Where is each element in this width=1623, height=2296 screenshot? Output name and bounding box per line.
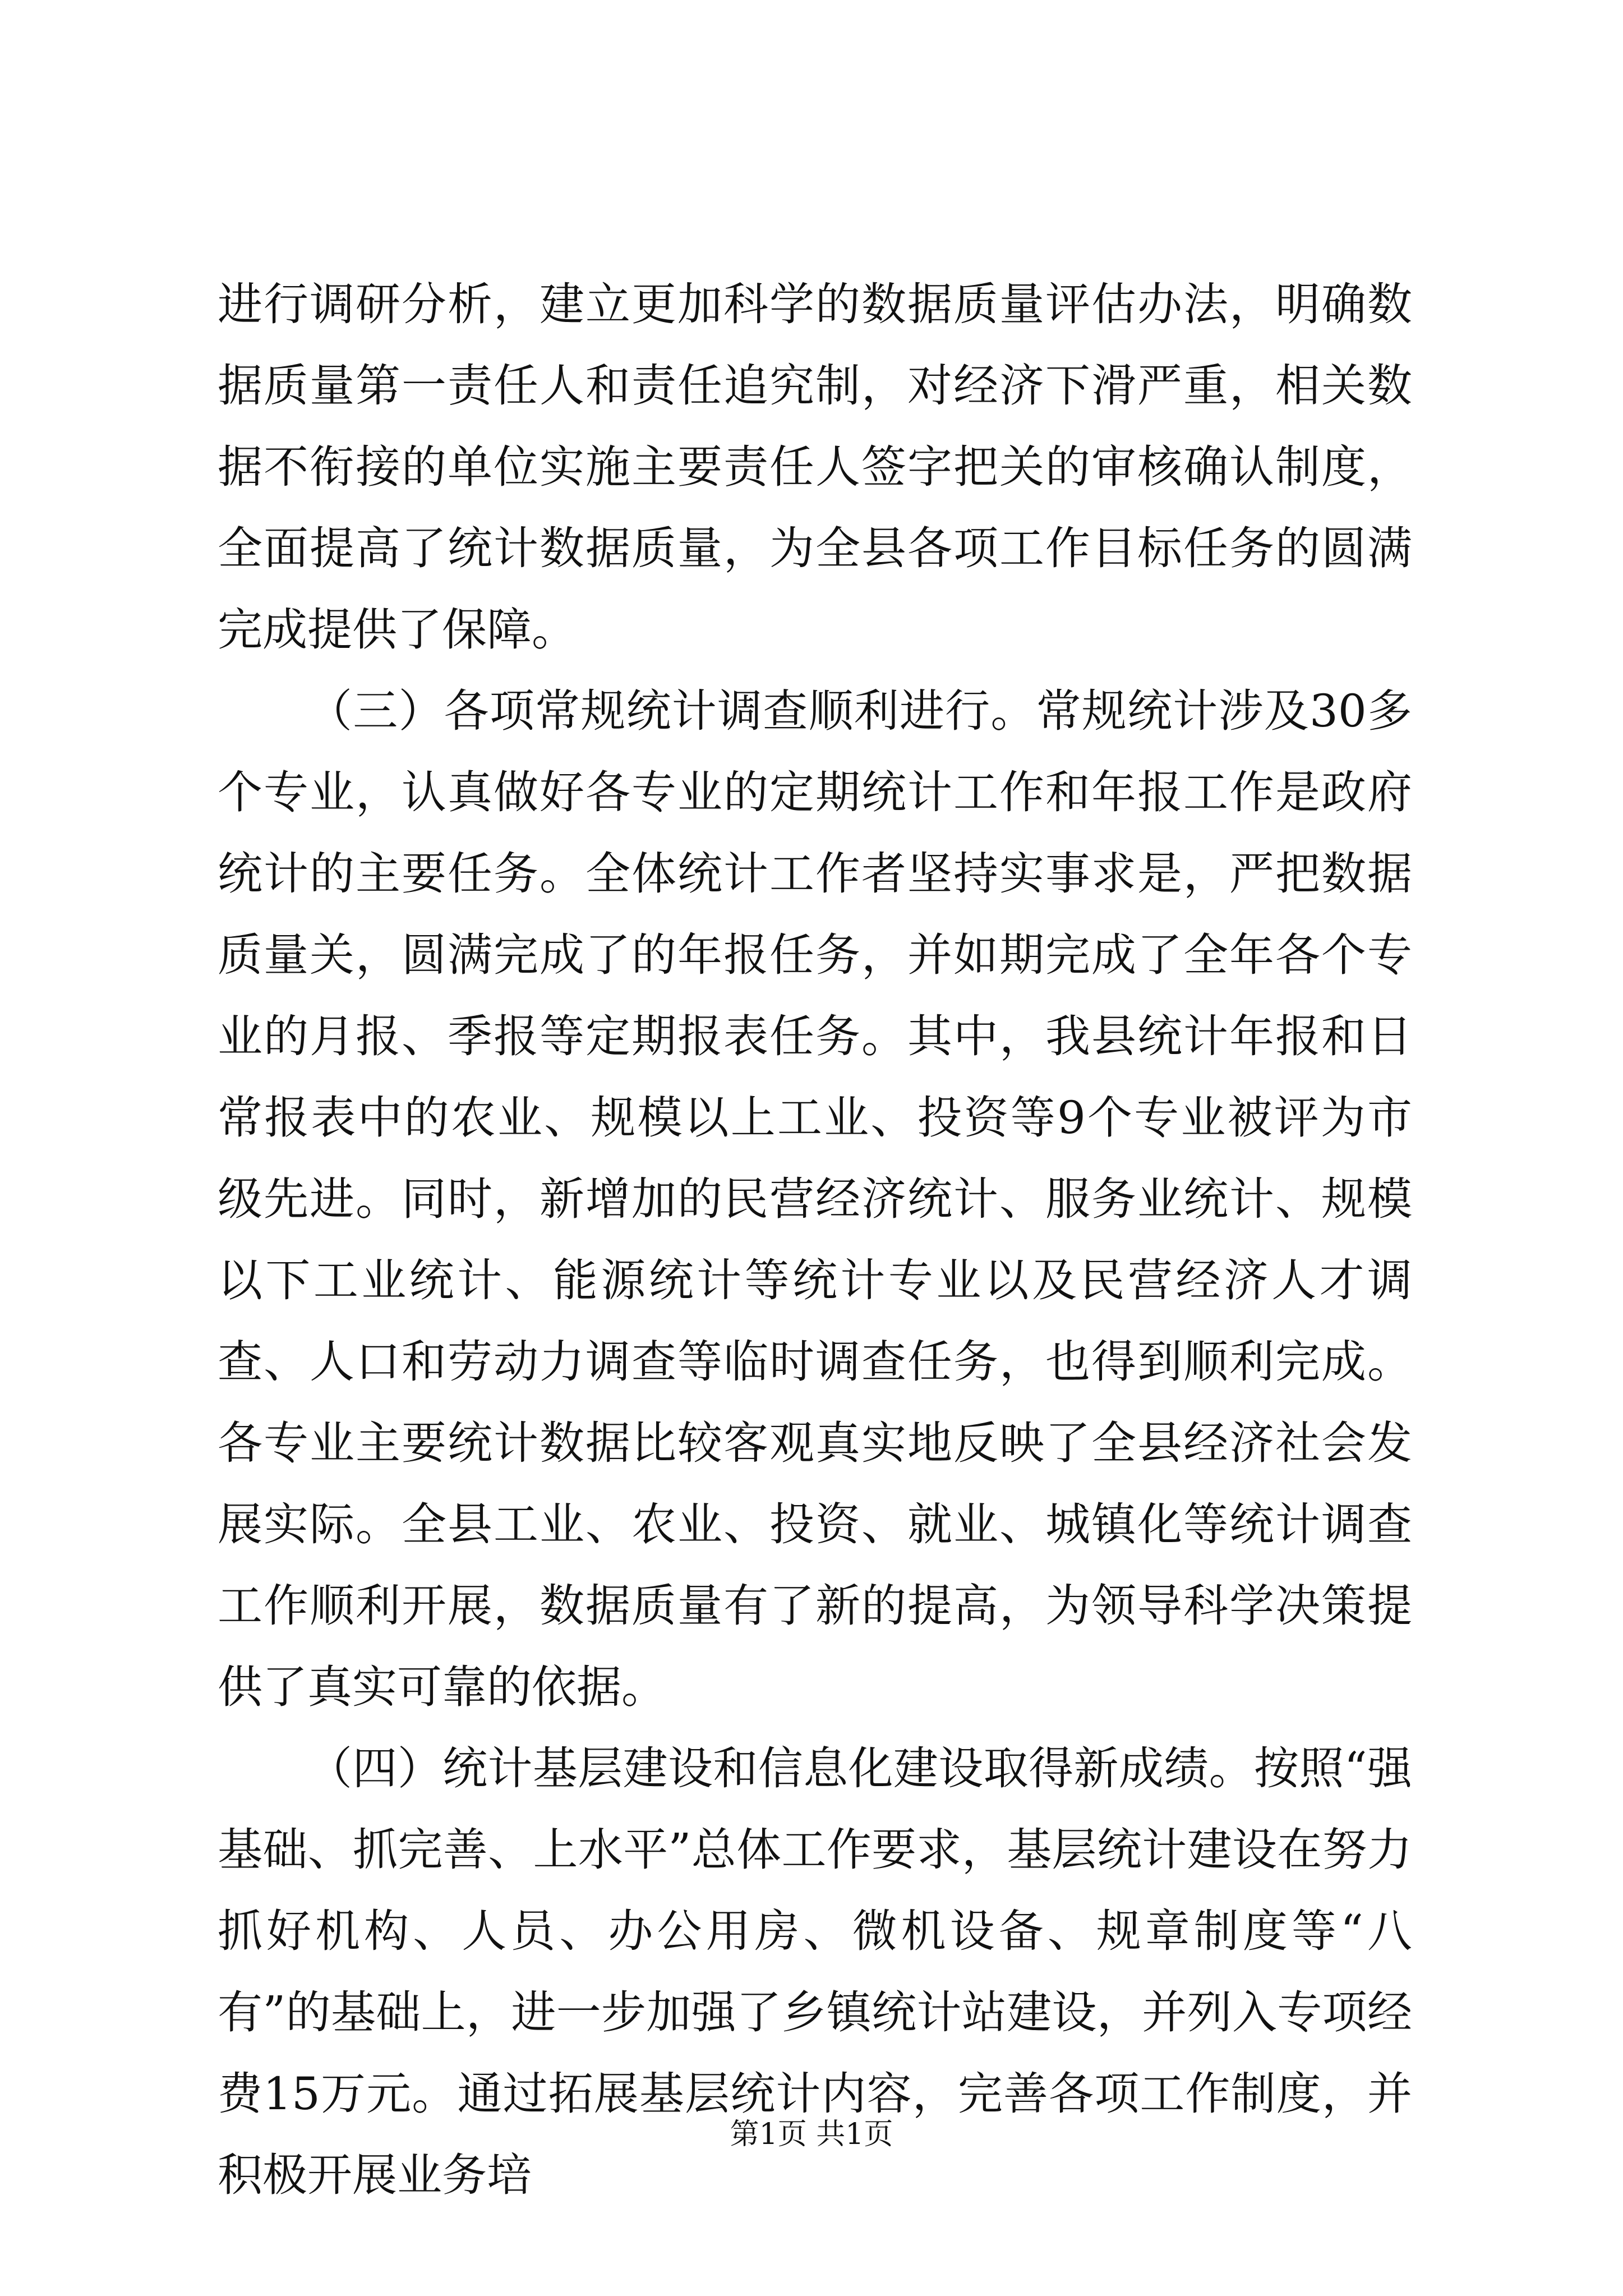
document-body [218,264,1412,2216]
paragraph-routine-surveys: （三）各项常规统计调查顺利进行。常规统计涉及30多个专业，认真做好各专业的定期统计工作和年报工作是政府统计的主要任务。全体统计工作者坚持实事求是，严把数据质量关，圆满完成了的年报任务，并如期完成了全年各个专业的月报、季报等定期报表任务。其中，我县统计年报和日常报表中的农业、规模以上工业、投资等9个专业被评为市级先进。同时，新增加的民营经济统计、服务业统计、规模以下工业统计、能源统计等统计专业以及民营经济人才调查、人口和劳动力调查等临时调查任务，也得到顺利完成。各专业主要统计数据比较客观真实地反映了全县经济社会发展实际。全县工业、农业、投资、就业、城镇化等统计调查工作顺利开展，数据质量有了新的提高，为领导科学决策提供了真实可靠的依据。 [218,685,1412,1713]
paragraph-continuation: 进行调研分析，建立更加科学的数据质量评估办法，明确数据质量第一责任人和责任追究制，对经济下滑严重，相关数据不衔接的单位实施主要责任人签字把关的审核确认制度，全面提高了统计数据质量，为全县各项工作目标任务的圆满完成提供了保障。 [218,278,1412,656]
page-footer: 第1页 共1页 [730,2118,893,2151]
paragraph-grassroots-construction: （四）统计基层建设和信息化建设取得新成绩。按照“强基础、抓完善、上水平”总体工作要求，基层统计建设在努力抓好机构、人员、办公用房、微机设备、规章制度等“八有”的基础上，进一步加强了乡镇统计站建设，并列入专项经费15万元。通过拓展基层统计内容，完善各项工作制度，并积极开展业务培 [218,1742,1412,2201]
